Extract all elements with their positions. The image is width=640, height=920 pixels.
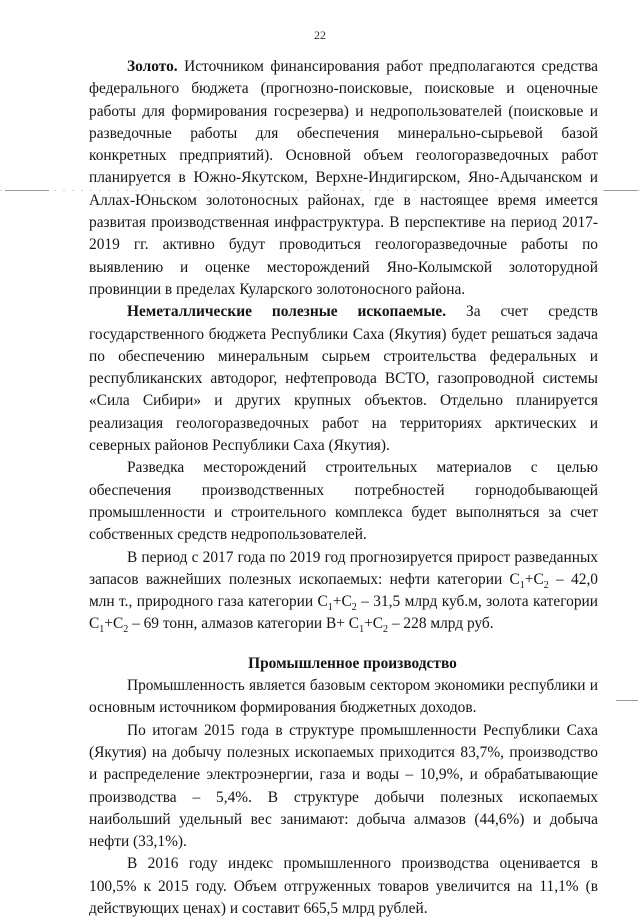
paragraph-lead: Золото. [127,58,178,75]
paragraph-exploration [89,457,598,546]
paragraph-industry-intro [89,675,598,720]
text-run: В период с 2017 года по 2019 год прогнозируется прирост разведанных запасов важнейших полезных ископаемых: нефти категории C [89,548,598,588]
text-run: – 42,0 млн т., природного газа категории C [89,570,598,611]
subscript: 1 [359,624,365,636]
margin-mark [5,190,49,191]
paragraph-text: Источником финансирования работ предполагаются средства федерального бюджета (прогнозно-поисковые, поисковые и оценочные работы для формирования госрезерва) и недропользователей (поисковые и разведочные работы для обеспечения минерально-сырьевой базой конкретных предприятий). Основной объем геологоразведочных работ планируется в Южно-Якутском, Верхне-Индигирском, Яно-Адычанском и Аллах-Юньском золотоносных районах, где в настоящее время имеется развитая производственная инфраструктура. В перспективе на период 2017-2019 гг. активно будут проводиться геологоразведочные работы по выявлению и оценке месторождений Яно-Колымской золоторудной провинции в пределах Куларского золотоносного района. [89,58,598,298]
text-run: +C [524,570,544,588]
paragraph-lead: Неметаллические полезные ископаемые. [127,303,447,321]
text-run: – 228 млрд руб. [388,615,494,633]
paragraph-industry-structure [89,720,598,854]
paragraph-text: Промышленность является базовым сектором экономики республики и основным источником формирования бюджетных доходов. [89,677,598,717]
paragraph-industry-index [89,853,598,920]
text-run: +C [104,615,124,633]
subscript: 1 [519,579,525,591]
paragraph-text: По итогам 2015 года в структуре промышленности Республики Саха (Якутия) на добычу полезных ископаемых приходится 83,7%, производство и распределение электроэнергии, газа и воды – 10,9%, и обрабатывающие производства – 5,4%. В структуре добычи полезных ископаемых наибольший удельный вес занимают: добыча алмазов (44,6%) и добыча нефти (33,1%). [89,721,598,851]
text-run: – 31,5 млрд куб.м, золота категории C [89,593,598,633]
text-run: +C [332,593,352,611]
paragraph-nonmetallic [89,301,598,457]
document-body [89,56,598,920]
section-heading: Промышленное производство [248,654,457,672]
margin-mark [616,700,638,701]
page-number: 22 [314,28,326,42]
subscript: 2 [543,579,549,591]
subscript: 2 [383,624,389,636]
subscript: 2 [123,624,129,636]
text-run: – 69 тонн, алмазов категории B+ C [128,615,360,633]
paragraph-reserves-forecast [89,547,598,636]
paragraph-text: В 2016 году индекс промышленного производства оценивается в 100,5% к 2015 году. Объем отгруженных товаров увеличится на 11,1% (в действующих ценах) и составит 665,5 млрд рублей. [89,855,598,917]
subscript: 1 [327,602,333,614]
margin-mark [604,190,638,191]
text-run: +C [364,615,384,633]
paragraph-gold [89,56,598,301]
subscript: 1 [99,624,105,636]
paragraph-text: Разведка месторождений строительных материалов с целью обеспечения производственных потребностей горнодобывающей промышленности и строительного комплекса будет выполняться за счет собственных средств недропользователей. [89,459,598,544]
subscript: 2 [351,602,357,614]
paragraph-text: За счет средств государственного бюджета Республики Саха (Якутия) будет решаться задача по обеспечению минеральным сырьем строительства федеральных и республиканских автодорог, нефтепровода ВСТО, газопроводной системы «Сила Сибири» и других крупных объектов. Отдельно планируется реализация геологоразведочных работ на территориях арктических и северных районов Республики Саха (Якутия). [89,303,599,455]
